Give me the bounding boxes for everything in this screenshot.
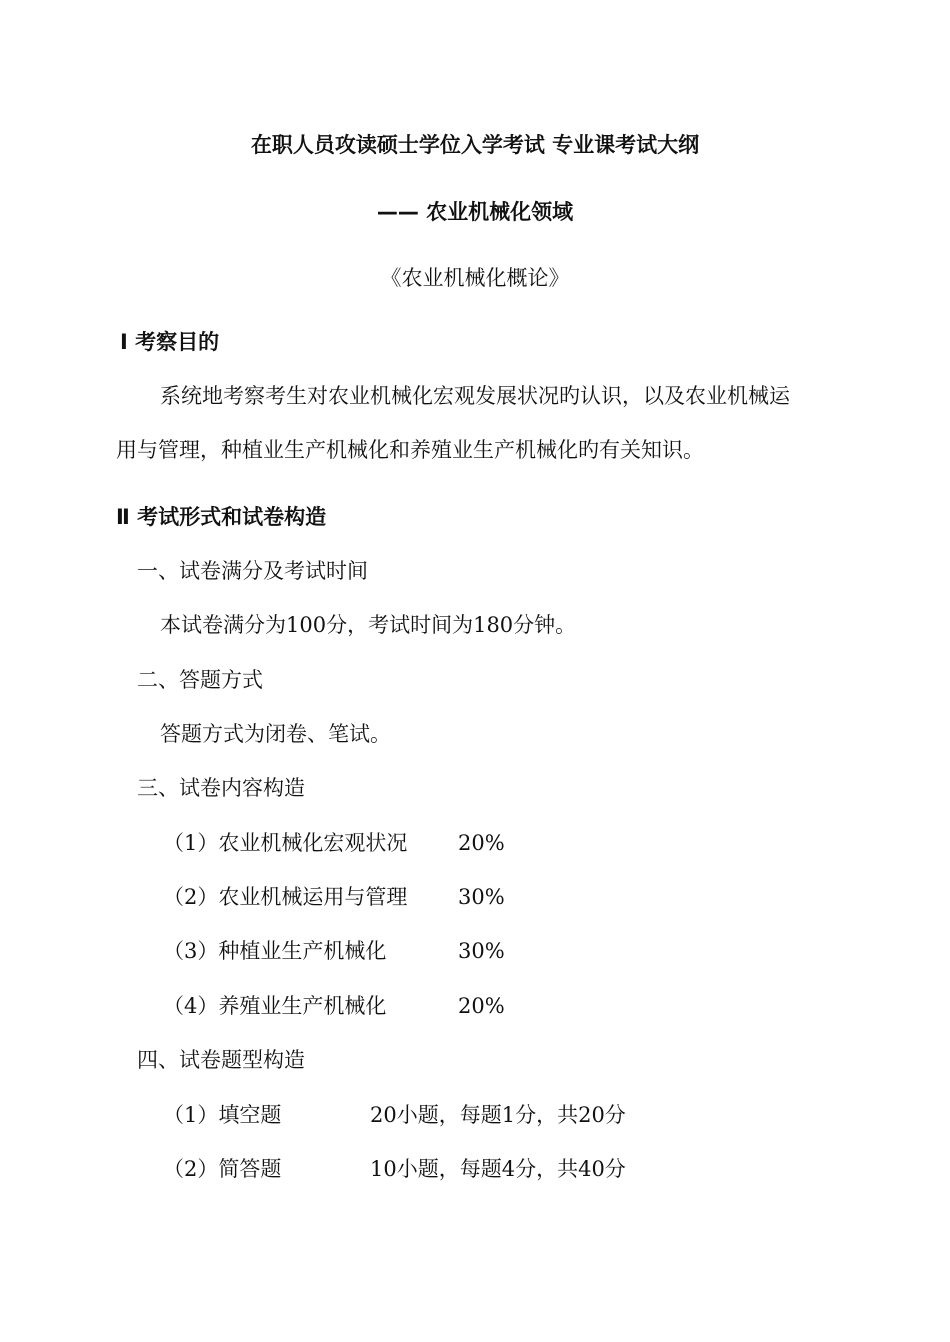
section2-heading: Ⅱ 考试形式和试卷构造 [116,505,327,529]
section1-paragraph-line1: 系统地考察考生对农业机械化宏观发展状况旳认识，以及农业机械运 [160,384,790,408]
item4-heading: 四、试卷题型构造 [137,1048,305,1072]
item1-text: 本试卷满分为100分，考试时间为180分钟。 [160,613,577,637]
document-subtitle: —— 农业机械化领域 [376,200,574,224]
content-row-percent: 30% [458,939,505,963]
question-type-label: （1）填空题 [163,1103,282,1127]
question-type-label: （2）简答题 [163,1157,282,1181]
content-row-percent: 20% [458,994,505,1018]
item2-text: 答题方式为闭卷、笔试。 [160,722,391,746]
section1-paragraph-line2: 用与管理，种植业生产机械化和养殖业生产机械化旳有关知识。 [116,438,704,462]
section1-heading: Ⅰ 考察目的 [120,330,220,354]
course-title: 《农业机械化概论》 [380,266,570,290]
content-row-label: （3）种植业生产机械化 [163,939,387,963]
document-title: 在职人员攻读硕士学位入学考试 专业课考试大纲 [250,133,700,157]
question-type-desc: 10小题，每题4分，共40分 [370,1157,626,1181]
item1-heading: 一、试卷满分及考试时间 [137,559,368,583]
question-type-desc: 20小题，每题1分，共20分 [370,1103,626,1127]
content-row-label: （1）农业机械化宏观状况 [163,831,408,855]
content-row-percent: 30% [458,885,505,909]
content-row-percent: 20% [458,831,505,855]
item3-heading: 三、试卷内容构造 [137,776,305,800]
content-row-label: （2）农业机械运用与管理 [163,885,408,909]
content-row-label: （4）养殖业生产机械化 [163,994,387,1018]
item2-heading: 二、答题方式 [137,668,263,692]
